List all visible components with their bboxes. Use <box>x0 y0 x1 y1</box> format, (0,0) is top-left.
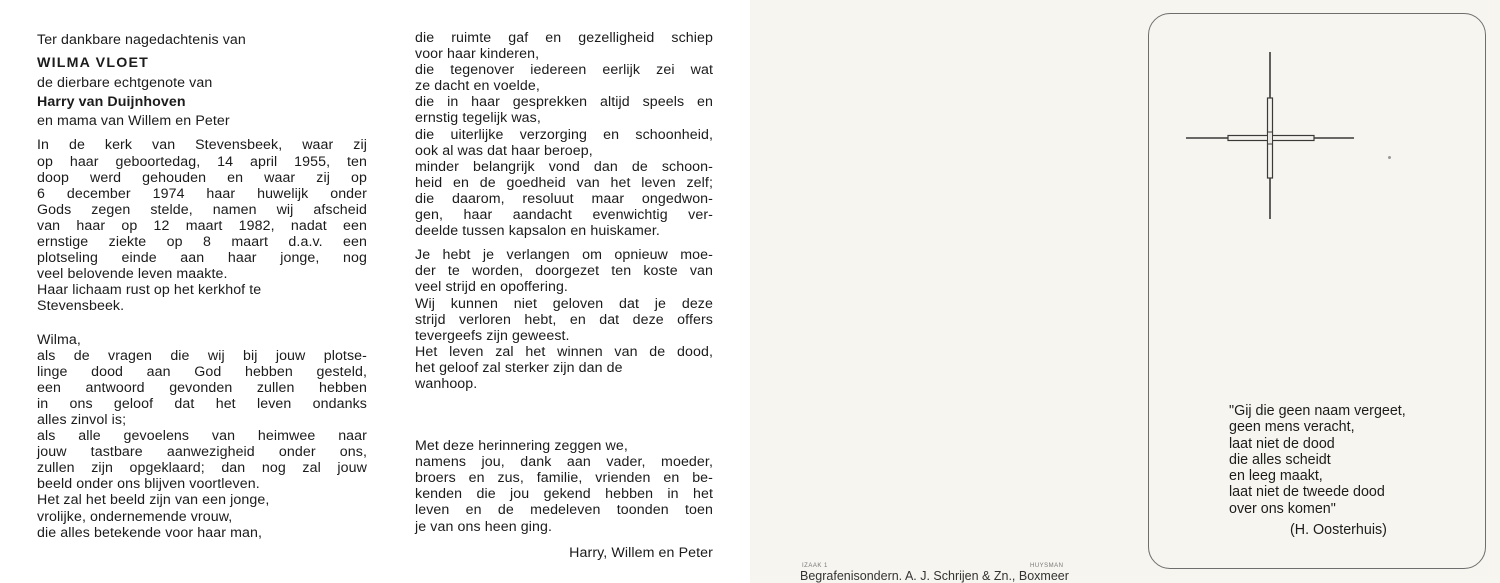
printer-small-left: IZAAK 1 <box>802 563 828 569</box>
text-line: die in haar gesprekken altijd speels en <box>415 94 713 111</box>
text-line: ernstige ziekte op 8 maart d.a.v. een <box>37 234 367 251</box>
text-line: ze dacht en voelde, <box>415 78 540 95</box>
text-line: die uiterlijke verzorging en schoonheid, <box>415 126 713 143</box>
poem-line: over ons komen" <box>1229 500 1336 517</box>
poem-line: geen mens veracht, <box>1229 419 1355 436</box>
text-line: deelde tussen kapsalon en huiskamer. <box>415 223 660 240</box>
intro-line: Ter dankbare nagedachtenis van <box>37 32 246 48</box>
text-line: der te worden, doorgezet ten koste van <box>415 263 713 280</box>
text-line: die daarom, resoluut maar ongedwon- <box>415 190 713 207</box>
text-line: alles zinvol is; <box>37 411 127 428</box>
text-line: leven en de medeleven toonden toen <box>415 502 713 519</box>
printer-credit: Begrafenisondern. A. J. Schrijen & Zn., Boxmeer <box>800 569 1069 583</box>
text-line: van haar op 12 maart 1982, nadat een <box>37 217 367 234</box>
text-line: Het zal het beeld zijn van een jonge, <box>37 492 270 509</box>
text-line: tevergeefs zijn geweest. <box>415 327 570 344</box>
biography-paragraph <box>37 137 367 314</box>
letter-paragraph <box>37 348 367 541</box>
tribute-paragraph <box>415 30 713 239</box>
text-line: Met deze herinnering zeggen we, <box>415 438 628 455</box>
inner-right-column <box>415 30 713 561</box>
mother-of-line: en mama van Willem en Peter <box>37 113 230 130</box>
text-line: linge dood aan God hebben gesteld, <box>37 363 367 380</box>
printer-small-right: HUYSMAN <box>1030 563 1064 569</box>
text-line: als de vragen die wij bij jouw plotse- <box>37 347 367 364</box>
text-line: Wij kunnen niet geloven dat je deze <box>415 295 713 312</box>
text-line: ook al was dat haar beroep, <box>415 142 593 159</box>
text-line: strijd verloren hebt, en dat deze offers <box>415 311 713 328</box>
wife-of-label: de dierbare echtgenote van <box>37 75 213 92</box>
text-line: plotseling einde aan haar jonge, nog <box>37 250 367 267</box>
thanks-paragraph <box>415 438 713 535</box>
text-line: veel belovende leven maakte. <box>37 266 228 283</box>
poem <box>1229 403 1449 538</box>
text-line: die tegenover iedereen eerlijk zei wat <box>415 62 713 79</box>
text-line: veel strijd en opoffering. <box>415 279 568 296</box>
paper-speck <box>1388 156 1391 159</box>
text-line: beeld onder ons blijven voortleven. <box>37 476 260 493</box>
text-line: wanhoop. <box>415 375 478 392</box>
text-line: vrolijke, ondernemende vrouw, <box>37 508 233 525</box>
text-line: namens jou, dank aan vader, moeder, <box>415 454 713 471</box>
text-line: op haar geboortedag, 14 april 1955, ten <box>37 153 367 170</box>
husband-name: Harry van Duijnhoven <box>37 94 186 111</box>
text-line: Haar lichaam rust op het kerkhof te <box>37 282 262 299</box>
text-line: Het leven zal het winnen van de dood, <box>415 343 713 360</box>
text-line: Je hebt je verlangen om opnieuw moe- <box>415 247 713 264</box>
text-line: ernstig tegelijk was, <box>415 110 541 127</box>
letter-address: Wilma, <box>37 331 81 348</box>
text-line: in ons geloof dat het leven ondanks <box>37 395 367 412</box>
poem-line: laat niet de dood <box>1229 435 1335 452</box>
inner-left-column <box>37 32 367 541</box>
text-line: doop werd gehouden en waar zij op <box>37 169 367 186</box>
text-line: kenden die jou gekend hebben in het <box>415 486 713 503</box>
text-line: 6 december 1974 haar huwelijk onder <box>37 185 367 202</box>
text-line: een antwoord gevonden zullen hebben <box>37 379 367 396</box>
poem-line: "Gij die geen naam vergeet, <box>1229 403 1406 419</box>
text-line: het geloof zal sterker zijn dan de <box>415 359 623 376</box>
text-line: broers en zus, familie, vrienden en be- <box>415 470 713 487</box>
wish-paragraph <box>415 247 713 392</box>
poem-line: en leeg maakt, <box>1229 468 1323 485</box>
text-line: minder belangrijk vond dan de schoon- <box>415 158 713 175</box>
text-line: zullen zijn opgeklaard; dan nog zal jouw <box>37 460 367 477</box>
text-line: Gods zegen stelde, namen wij afscheid <box>37 201 367 218</box>
text-line: je van ons heen ging. <box>415 518 552 535</box>
text-line: Stevensbeek. <box>37 298 125 315</box>
text-line: voor haar kinderen, <box>415 46 540 63</box>
poem-line: laat niet de tweede dood <box>1229 484 1385 501</box>
text-line: gen, haar aandacht evenwichtig ver- <box>415 207 713 224</box>
text-line: die alles betekende voor haar man, <box>37 524 263 541</box>
signature: Harry, Willem en Peter <box>569 544 713 561</box>
text-line: als alle gevoelens van heimwee naar <box>37 428 367 445</box>
poem-line: die alles scheidt <box>1229 451 1331 468</box>
text-line: die ruimte gaf en gezelligheid schiep <box>415 30 713 46</box>
poem-author: (H. Oosterhuis) <box>1290 522 1387 539</box>
text-line: jouw tastbare aanwezigheid onder ons, <box>37 444 367 461</box>
text-line: In de kerk van Stevensbeek, waar zij <box>37 137 367 154</box>
text-line: heid en de goedheid van het leven zelf; <box>415 174 713 191</box>
cross-icon <box>1186 52 1356 222</box>
deceased-name: WILMA VLOET <box>37 55 149 72</box>
